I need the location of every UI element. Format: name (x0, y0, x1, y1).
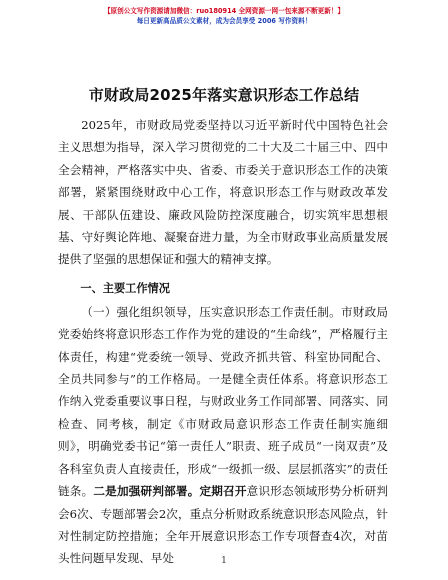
page-number: 1 (221, 556, 227, 566)
promo-banner-line-1: 【原创公文写作资源请加微信：ruo180914 全网资源一网一包来源不断更新！】 (103, 7, 345, 15)
document-title: 市财政局2025年落实意识形态工作总结 (88, 86, 360, 104)
bold-phrase: 二是加强研判部署。 (93, 484, 200, 499)
body-paragraph (58, 301, 388, 570)
promo-banner-line-2: 每日更新高品质公文素材，成为会员享受 2006 写作资料！ (136, 17, 312, 25)
document-body (58, 114, 388, 570)
paragraph-text: 市财政局党委始终将意识形态工作作为党的建设的“生命线”，严格履行主体责任，构建“党委统一领导、党政齐抓共管、科室协同配合、全员共同参与”的工作格局。一是健全责任体系。将意识形态工作纳入党委重要议事日程，与财政业务工作同部署、同落实、同检查、同考核，制定《市财政局意识形态工作责任制实施细则》，明确党委书记“第一责任人”职责、班子成员“一岗双责”及各科室负责人直接责任，形成“一级抓一级、层层抓落实”的责任链条。 (58, 304, 388, 499)
bold-phrase: 定期召开 (199, 484, 247, 499)
paragraph-text: 意识形态领域形势分析研判会6次、专题部署会2次，重点分析财政系统意识形态风险点，针对性制定防控措施；全年开展意识形态工作专项督查4次，对苗头性问题早发现、早处 (58, 484, 388, 566)
paragraph-lead: （一）强化组织领导，压实意识形态工作责任制。 (81, 304, 341, 319)
intro-paragraph: 2025年，市财政局党委坚持以习近平新时代中国特色社会主义思想为指导，深入学习贯彻党的二十大及二十届三中、四中全会精神，严格落实中央、省委、市委关于意识形态工作的决策部署，紧紧围绕财政中心工作，将意识形态工作与财政改革发展、干部队伍建设、廉政风险防控深度融合，切实筑牢思想根基、守好舆论阵地、凝聚奋进力量，为全市财政事业高质量发展提供了坚强的思想保证和强大的精神支撑。 (58, 118, 388, 267)
promo-banner (0, 6, 448, 26)
section-heading: 一、主要工作情况 (80, 281, 170, 295)
